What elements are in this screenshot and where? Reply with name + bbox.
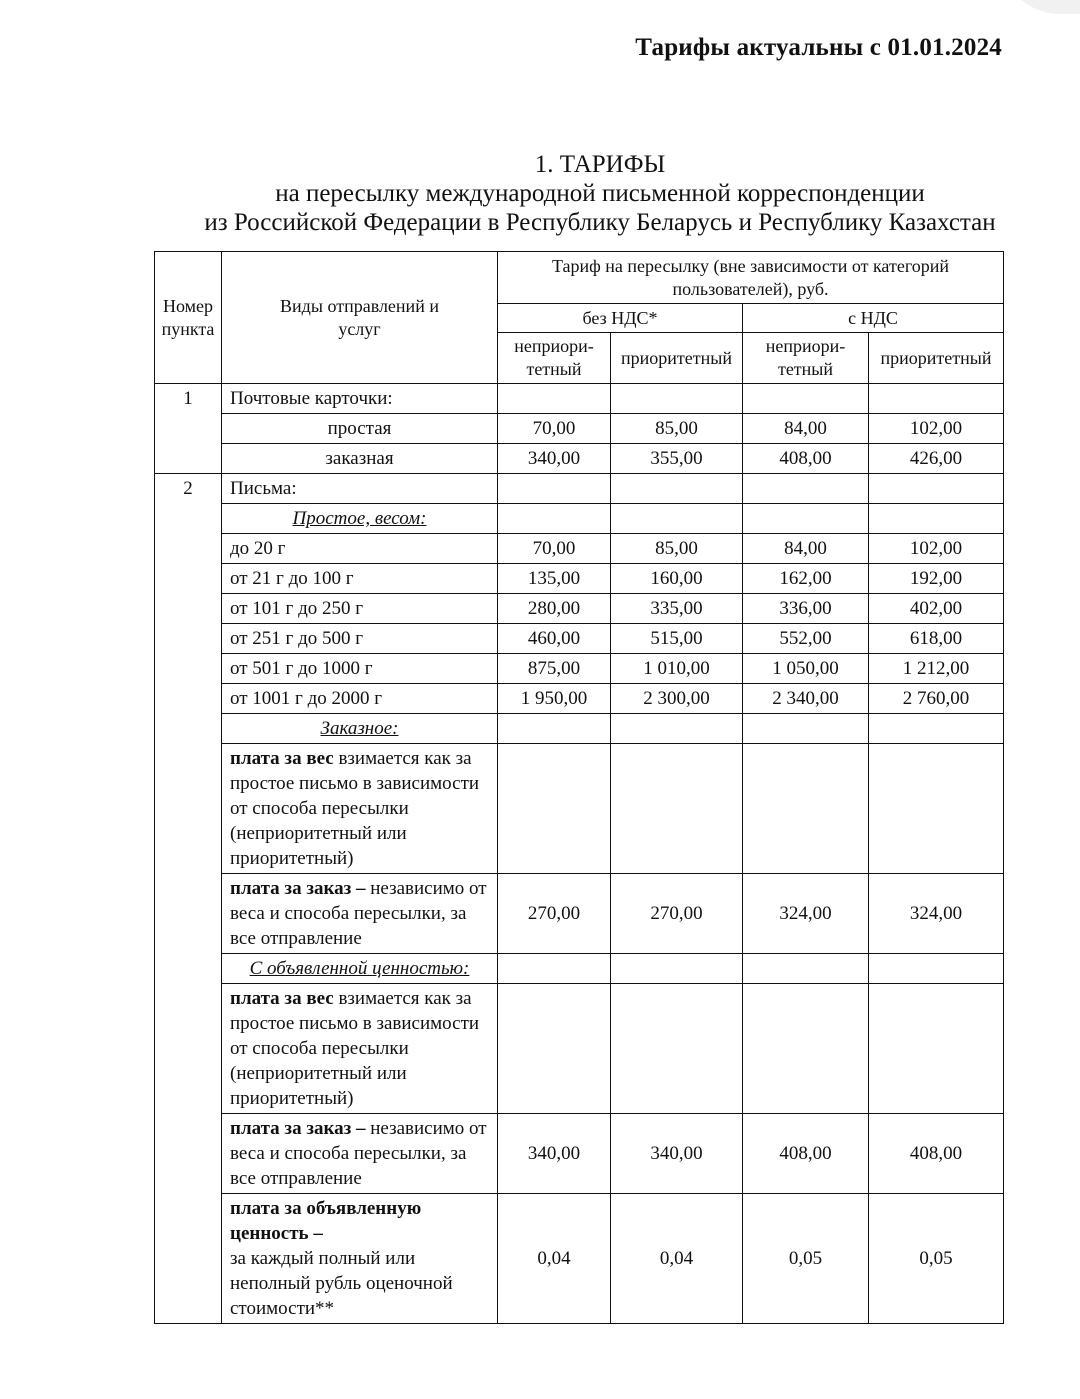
price-cell: 324,00: [869, 874, 1004, 954]
price-cell: 160,00: [611, 564, 743, 594]
price-cell: 1 950,00: [498, 684, 611, 714]
empty-cell: [498, 954, 611, 984]
section-number-1: 1: [155, 384, 222, 474]
header-priority-without-vat: приоритетный: [611, 333, 743, 384]
table-row: [155, 444, 1004, 474]
empty-cell: [611, 984, 743, 1114]
empty-cell: [611, 384, 743, 414]
heading-line-3: из Российской Федерации в Республику Беларусь и Республику Казахстан: [204, 209, 996, 236]
empty-cell: [869, 954, 1004, 984]
registered-weight-fee-text: взимается как за простое письмо в зависимости от способа пересылки (неприоритетный или приоритетный): [230, 748, 480, 869]
price-cell: 0,04: [611, 1194, 743, 1324]
declared-weight-fee-label: плата за вес: [230, 988, 334, 1009]
price-cell: 84,00: [743, 414, 869, 444]
price-cell: 426,00: [869, 444, 1004, 474]
price-cell: 162,00: [743, 564, 869, 594]
empty-cell: [611, 504, 743, 534]
price-cell: 70,00: [498, 534, 611, 564]
price-cell: 340,00: [498, 1114, 611, 1194]
subsection-declared-value: С объявленной ценностью:: [222, 954, 498, 984]
price-cell: 335,00: [611, 594, 743, 624]
empty-cell: [498, 744, 611, 874]
table-row: [155, 534, 1004, 564]
price-cell: 85,00: [611, 534, 743, 564]
price-cell: 408,00: [869, 1114, 1004, 1194]
price-cell: 0,05: [869, 1194, 1004, 1324]
price-cell: 355,00: [611, 444, 743, 474]
declared-value-fee-cell: [222, 1194, 498, 1324]
empty-cell: [611, 954, 743, 984]
empty-cell: [498, 384, 611, 414]
section-title-letters: Письма:: [222, 474, 498, 504]
price-cell: 270,00: [498, 874, 611, 954]
declared-order-fee-label: плата за заказ –: [230, 1118, 366, 1139]
registered-weight-fee-label: плата за вес: [230, 748, 334, 769]
price-cell: 135,00: [498, 564, 611, 594]
table-row: [155, 414, 1004, 444]
row-label: от 21 г до 100 г: [222, 564, 498, 594]
header-nonpriority-without-vat: неприори-тетный: [498, 333, 611, 384]
heading-line-1: 1. ТАРИФЫ: [534, 151, 666, 178]
registered-order-fee-cell: [222, 874, 498, 954]
price-cell: 336,00: [743, 594, 869, 624]
empty-cell: [743, 984, 869, 1114]
empty-cell: [869, 984, 1004, 1114]
empty-cell: [611, 744, 743, 874]
empty-cell: [743, 384, 869, 414]
empty-cell: [743, 474, 869, 504]
row-label: простая: [222, 414, 498, 444]
page-corner-shade: [1000, 0, 1080, 14]
price-cell: 408,00: [743, 1114, 869, 1194]
header-priority-with-vat: приоритетный: [869, 333, 1004, 384]
subsection-simple: Простое, весом:: [222, 504, 498, 534]
declared-weight-fee-cell: [222, 984, 498, 1114]
table-row: [155, 594, 1004, 624]
tariff-table: [154, 251, 1004, 1324]
empty-cell: [869, 714, 1004, 744]
price-cell: 515,00: [611, 624, 743, 654]
price-cell: 70,00: [498, 414, 611, 444]
table-row: [155, 564, 1004, 594]
price-cell: 618,00: [869, 624, 1004, 654]
table-row: [155, 624, 1004, 654]
price-cell: 340,00: [498, 444, 611, 474]
price-cell: 402,00: [869, 594, 1004, 624]
row-label: до 20 г: [222, 534, 498, 564]
empty-cell: [743, 504, 869, 534]
empty-cell: [869, 474, 1004, 504]
document-heading: [0, 150, 1080, 237]
declared-weight-fee-text: взимается как за простое письмо в зависимости от способа пересылки (неприоритетный или приоритетный): [230, 988, 480, 1109]
empty-cell: [869, 744, 1004, 874]
header-nonpriority-with-vat: неприори-тетный: [743, 333, 869, 384]
empty-cell: [743, 954, 869, 984]
price-cell: 270,00: [611, 874, 743, 954]
registered-order-fee-text: независимо от веса и способа пересылки, за все отправление: [230, 878, 487, 949]
empty-cell: [498, 504, 611, 534]
declared-value-fee-label: плата за объявленную ценность –: [230, 1198, 422, 1244]
price-cell: 460,00: [498, 624, 611, 654]
price-cell: 84,00: [743, 534, 869, 564]
row-label: от 501 г до 1000 г: [222, 654, 498, 684]
price-cell: 324,00: [743, 874, 869, 954]
price-cell: 552,00: [743, 624, 869, 654]
registered-weight-fee-cell: [222, 744, 498, 874]
price-cell: 1 010,00: [611, 654, 743, 684]
row-label: от 101 г до 250 г: [222, 594, 498, 624]
declared-value-fee-text: за каждый полный или неполный рубль оценочной стоимости**: [230, 1248, 453, 1319]
price-cell: 340,00: [611, 1114, 743, 1194]
header-types-column: Виды отправлений и услуг: [222, 252, 498, 384]
declared-order-fee-cell: [222, 1114, 498, 1194]
price-cell: 1 212,00: [869, 654, 1004, 684]
price-cell: 85,00: [611, 414, 743, 444]
price-cell: 875,00: [498, 654, 611, 684]
row-label: заказная: [222, 444, 498, 474]
header-tariff: Тариф на пересылку (вне зависимости от категорий пользователей), руб.: [498, 252, 1004, 304]
price-cell: 0,04: [498, 1194, 611, 1324]
empty-cell: [743, 744, 869, 874]
empty-cell: [611, 474, 743, 504]
price-cell: 2 760,00: [869, 684, 1004, 714]
header-number-column: Номер пункта: [155, 252, 222, 384]
price-cell: 192,00: [869, 564, 1004, 594]
section-number-2: 2: [155, 474, 222, 1324]
empty-cell: [498, 714, 611, 744]
table-row: [155, 654, 1004, 684]
price-cell: 102,00: [869, 414, 1004, 444]
row-label: от 1001 г до 2000 г: [222, 684, 498, 714]
heading-line-2: на пересылку международной письменной корреспонденции: [275, 180, 925, 207]
row-label: от 251 г до 500 г: [222, 624, 498, 654]
empty-cell: [869, 504, 1004, 534]
empty-cell: [869, 384, 1004, 414]
price-cell: 2 340,00: [743, 684, 869, 714]
price-cell: 280,00: [498, 594, 611, 624]
header-without-vat: без НДС*: [498, 304, 743, 333]
section-title-postcards: Почтовые карточки:: [222, 384, 498, 414]
price-cell: 408,00: [743, 444, 869, 474]
declared-order-fee-text: независимо от веса и способа пересылки, за все отправление: [230, 1118, 487, 1189]
price-cell: 102,00: [869, 534, 1004, 564]
header-with-vat: с НДС: [743, 304, 1004, 333]
table-row: [155, 684, 1004, 714]
empty-cell: [611, 714, 743, 744]
registered-order-fee-label: плата за заказ –: [230, 878, 366, 899]
price-cell: 1 050,00: [743, 654, 869, 684]
empty-cell: [498, 984, 611, 1114]
empty-cell: [498, 474, 611, 504]
price-cell: 2 300,00: [611, 684, 743, 714]
price-cell: 0,05: [743, 1194, 869, 1324]
empty-cell: [743, 714, 869, 744]
tariffs-effective-date-note: Тарифы актуальны с 01.01.2024: [635, 34, 1002, 61]
subsection-registered: Заказное:: [222, 714, 498, 744]
